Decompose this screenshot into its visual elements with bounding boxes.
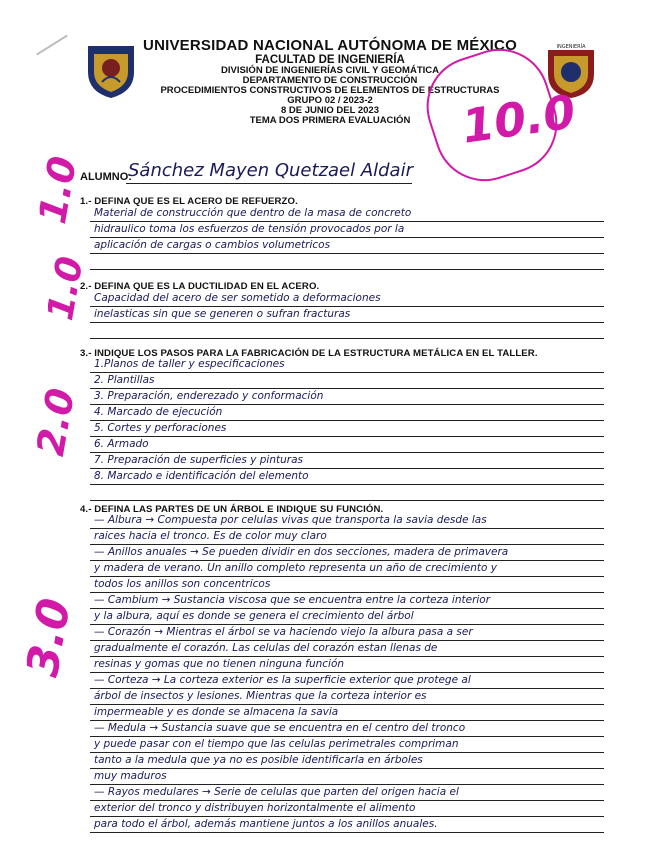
answer-line: muy maduros [90, 769, 604, 785]
answer-line: 7. Preparación de superficies y pinturas [90, 453, 604, 469]
answer-line: 1.Planos de taller y especificaciones [90, 357, 604, 373]
answer-line: — Anillos anuales → Se pueden dividir en dos secciones, madera de primavera [90, 545, 604, 561]
answer-line: 8. Marcado e identificación del elemento [90, 469, 604, 485]
answer-line: 3. Preparación, enderezado y conformación [90, 389, 604, 405]
answer-line: 5. Cortes y perforaciones [90, 421, 604, 437]
student-name-line [126, 183, 412, 184]
answer-line: 2. Plantillas [90, 373, 604, 389]
answer-line: hidraulico toma los esfuerzos de tensión provocados por la [90, 222, 604, 238]
grade-q4: 3.0 [17, 594, 81, 681]
answer-line [90, 485, 604, 501]
answer-line [90, 254, 604, 270]
answer-line: aplicación de cargas o cambios volumetricos [90, 238, 604, 254]
unam-logo-icon [84, 42, 138, 100]
question-2-title: 2.- DEFINA QUE ES LA DUCTILIDAD EN EL ACERO. [80, 281, 320, 292]
department-name: DEPARTAMENTO DE CONSTRUCCIÓN [242, 74, 418, 86]
faculty-name: FACULTAD DE INGENIERÍA [255, 53, 405, 66]
answer-line: raices hacia el tronco. Es de color muy claro [90, 529, 604, 545]
answer-line: y la albura, aquí es donde se genera el crecimiento del árbol [90, 609, 604, 625]
answer-line: exterior del tronco y distribuyen horizontalmente el alimento [90, 801, 604, 817]
course-name: PROCEDIMIENTOS CONSTRUCTIVOS DE ELEMENTOS DE ESTRUCTURAS [160, 84, 500, 96]
answer-line: todos los anillos son concentricos [90, 577, 604, 593]
answer-line: — Cambium → Sustancia viscosa que se encuentra entre la corteza interior [90, 593, 604, 609]
answer-line: para todo el árbol, además mantiene juntos a los anillos anuales. [90, 817, 604, 833]
answer-line: — Rayos medulares → Serie de celulas que parten del origen hacia el [90, 785, 604, 801]
total-grade: 10.0 [458, 84, 579, 154]
answer-line: inelasticas sin que se generen o sufran fracturas [90, 307, 604, 323]
answer-line: impermeable y es donde se almacena la savia [90, 705, 604, 721]
answer-line: Material de construcción que dentro de la masa de concreto [90, 206, 604, 222]
university-name: UNIVERSIDAD NACIONAL AUTÓNOMA DE MÉXICO [143, 37, 517, 54]
answer-line: — Corazón → Mientras el árbol se va haciendo viejo la albura pasa a ser [90, 625, 604, 641]
student-label: ALUMNO: [80, 171, 132, 183]
question-1-title: 1.- DEFINA QUE ES EL ACERO DE REFUERZO. [80, 196, 298, 207]
answer-line [90, 323, 604, 339]
division-name: DIVISIÓN DE INGENIERÍAS CIVIL Y GEOMÁTICA [220, 64, 439, 76]
group-label: GRUPO 02 / 2023-2 [287, 94, 373, 106]
answer-line: 4. Marcado de ejecución [90, 405, 604, 421]
grade-q2: 1.0 [40, 253, 92, 324]
answer-line: resinas y gomas que no tienen ninguna función [90, 657, 604, 673]
question-1-answer [90, 206, 604, 270]
question-3-title: 3.- INDIQUE LOS PASOS PARA LA FABRICACIÓN DE LA ESTRUCTURA METÁLICA EN EL TALLER. [80, 348, 538, 359]
exam-title: TEMA DOS PRIMERA EVALUACIÓN [249, 114, 411, 126]
answer-line: y puede pasar con el tiempo que las celulas perimetrales compriman [90, 737, 604, 753]
answer-line: árbol de insectos y lesiones. Mientras que la corteza interior es [90, 689, 604, 705]
answer-line: Capacidad del acero de ser sometido a deformaciones [90, 291, 604, 307]
answer-line: gradualmente el corazón. Las celulas del corazón estan llenas de [90, 641, 604, 657]
question-3-answer [90, 357, 604, 501]
grade-q3: 2.0 [28, 385, 84, 459]
answer-line: — Albura → Compuesta por celulas vivas que transporta la savia desde las [90, 513, 604, 529]
answer-line: 6. Armado [90, 437, 604, 453]
question-4-answer [90, 513, 604, 833]
pen-stroke-decoration [36, 35, 68, 56]
svg-text:INGENIERÍA: INGENIERÍA [556, 44, 586, 50]
grade-q1: 1.0 [30, 153, 86, 227]
answer-line: y madera de verano. Un anillo completo representa un año de crecimiento y [90, 561, 604, 577]
answer-line: tanto a la medula que ya no es posible identificarla en árboles [90, 753, 604, 769]
answer-line: — Medula → Sustancia suave que se encuentra en el centro del tronco [90, 721, 604, 737]
question-2-answer [90, 291, 604, 339]
student-name: Sánchez Mayen Quetzael Aldair [128, 160, 413, 181]
question-4-title: 4.- DEFINA LAS PARTES DE UN ÁRBOL E INDIQUE SU FUNCIÓN. [80, 504, 384, 515]
answer-line: — Corteza → La corteza exterior es la superficie exterior que protege al [90, 673, 604, 689]
exam-date: 8 DE JUNIO DEL 2023 [280, 104, 380, 116]
